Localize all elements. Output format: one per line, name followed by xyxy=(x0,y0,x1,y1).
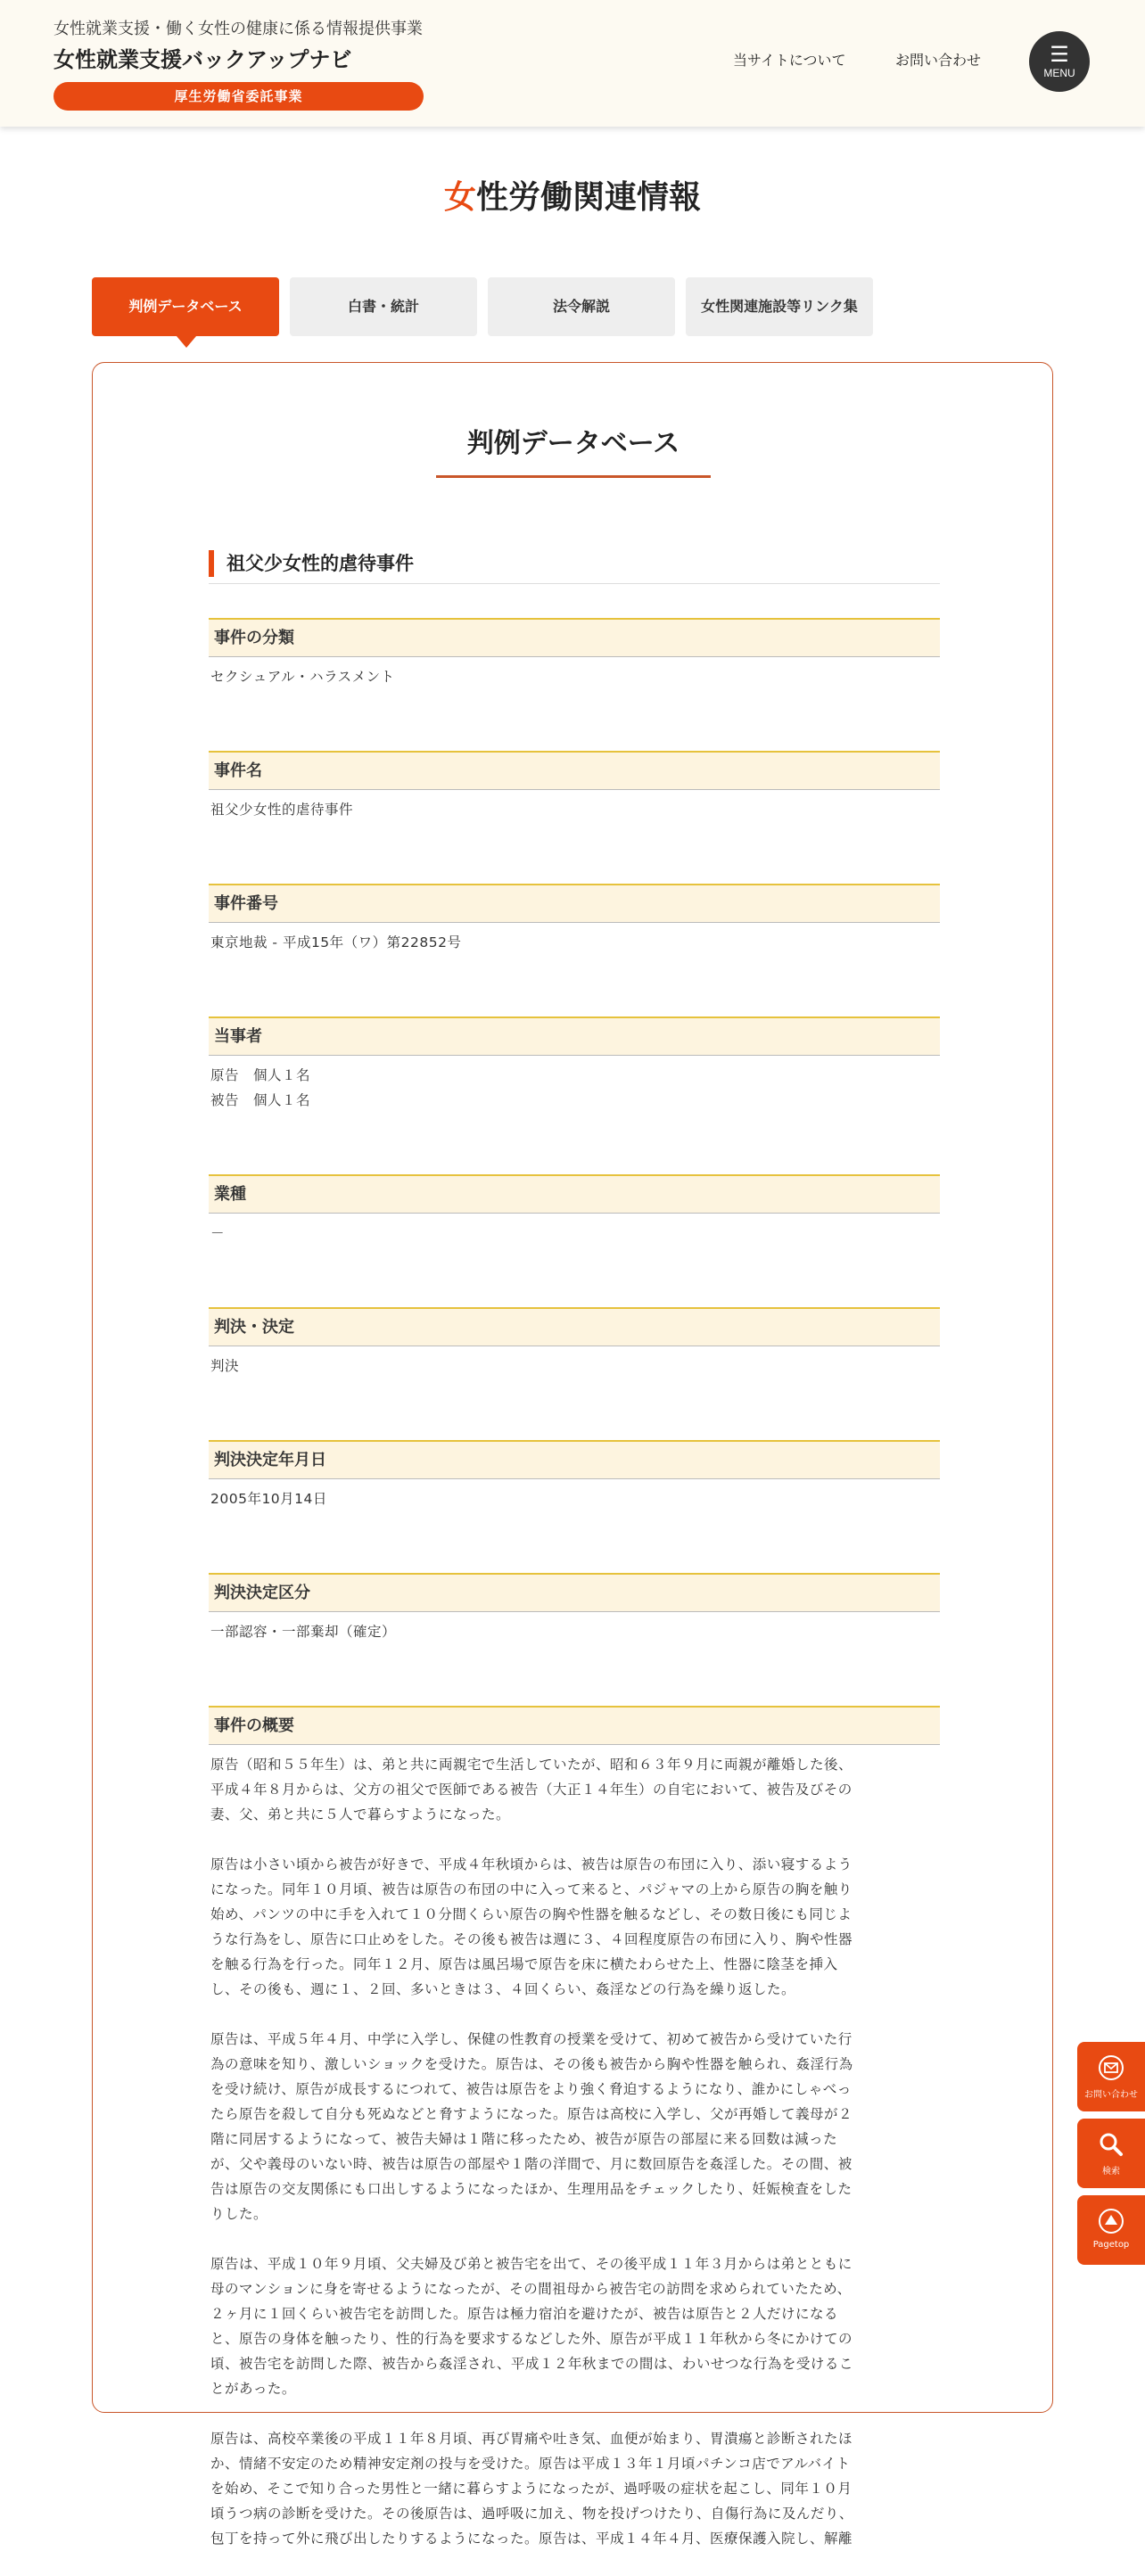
overview-line: になった。同年１０月頃、被告は原告の布団の中に入って来ると、パジャマの上から原告の胸を触り xyxy=(210,1881,853,1897)
tab-facility-links[interactable]: 女性関連施設等リンク集 xyxy=(686,277,873,336)
floating-contact-button[interactable] xyxy=(1077,2042,1145,2111)
overview-line: 為の意味を知り、激しいショックを受けた。原告は、その後も被告から胸や性器を触られ、姦淫行為 xyxy=(210,2056,853,2072)
field-label: 判決決定年月日 xyxy=(209,1440,940,1479)
case-heading-bar xyxy=(209,550,214,577)
floating-pagetop-label: Pagetop xyxy=(1092,2240,1130,2250)
section-title-underline xyxy=(436,475,711,478)
site-name[interactable]: 女性就業支援バックアップナビ xyxy=(54,47,352,72)
overview-line: 原告（昭和５５年生）は、弟と共に両親宅で生活していたが、昭和６３年９月に両親が離婚した後、 xyxy=(210,1757,853,1773)
hamburger-icon: ☰ xyxy=(1050,42,1069,67)
nav-about-link[interactable]: 当サイトについて xyxy=(733,52,846,69)
field-value xyxy=(209,1056,940,1113)
overview-body xyxy=(209,1745,940,2551)
overview-line: 階に同居するようになって、被告夫婦は１階に移ったため、被告が原告の部屋に来る回数は減った xyxy=(210,2131,838,2147)
field-label: 判決決定区分 xyxy=(209,1573,940,1612)
field-case-number xyxy=(209,884,940,955)
field-value: － xyxy=(210,1225,226,1241)
brand[interactable] xyxy=(54,18,424,111)
overview-line: たら原告を殺して自分も死ぬなどと脅すようになった。原告は高校に入学し、父が再婚して義母が２ xyxy=(210,2106,853,2122)
overview-line: か、情緒不安定のため精神安定剤の投与を受けた。原告は平成１３年１月頃パチンコ店でアルバイト xyxy=(210,2456,851,2472)
field-case-name xyxy=(209,751,940,822)
overview-line: 原告は小さい頃から被告が好きで、平成４年秋頃からは、被告は原告の布団に入り、添い寝するよう xyxy=(210,1856,853,1872)
overview-line: 原告は、平成１０年９月頃、父夫婦及び弟と被告宅を出て、その後平成１１年３月からは弟とともに xyxy=(210,2256,853,2272)
overview-line: 母のマンションに身を寄せるようになったが、その間祖母から被告宅の訪問を求められていたため、 xyxy=(210,2281,852,2297)
overview-line: を始め、そこで知り合った男性と一緒に暮らすようになったが、過呼吸の症状を起こし、同年１０月 xyxy=(210,2481,853,2497)
overview-line: りした。 xyxy=(210,2206,268,2222)
overview-line: 平成４年８月からは、父方の祖父で医師である被告（大正１４年生）の自宅において、被告及びその xyxy=(210,1782,853,1798)
field-judgment-date xyxy=(209,1440,940,1511)
case-heading xyxy=(209,550,940,584)
field-value: 東京地裁 - 平成15年（ワ）第22852号 xyxy=(210,934,462,951)
floating-pagetop-button[interactable] xyxy=(1077,2195,1145,2265)
overview-line: し、その後も、週に１、２回、多いときは３、４回くらい、姦淫などの行為を繰り返した。 xyxy=(210,1981,796,1997)
overview-line: うな行為をし、原告に口止めをした。その後も被告は週に３、４回程度原告の布団に入り、胸や性器 xyxy=(210,1931,853,1947)
brand-tagline: 女性就業支援・働く女性の健康に係る情報提供事業 xyxy=(54,20,423,38)
field-classification xyxy=(209,618,940,689)
page-title-rest: 性労働関連情報 xyxy=(476,179,702,216)
overview-line: が、父や義母のいない時、被告は原告の部屋や１階の洋間で、月に数回原告を姦淫した。その間、被 xyxy=(210,2156,853,2172)
field-label: 業種 xyxy=(209,1174,940,1214)
field-label: 事件の分類 xyxy=(209,618,940,657)
overview-line: 頃、被告宅を訪問した際、被告から姦淫され、平成１２年秋までの間は、わいせつな行為を受けるこ xyxy=(210,2356,853,2372)
overview-line: を受け続け、原告が成長するにつれて、被告は原告をより強く脅迫するようになり、誰かにしゃべっ xyxy=(210,2081,852,2097)
case-fields xyxy=(209,618,940,2576)
floating-search-button[interactable] xyxy=(1077,2119,1145,2188)
tab-case-database[interactable]: 判例データベース xyxy=(92,277,279,336)
field-industry xyxy=(209,1174,940,1246)
active-tab-indicator xyxy=(177,336,196,348)
field-label: 事件番号 xyxy=(209,884,940,923)
case-heading-text: 祖父少女性的虐待事件 xyxy=(227,553,414,574)
page-title xyxy=(0,173,1145,223)
menu-label: MENU xyxy=(1043,67,1075,79)
overview-line: とがあった。 xyxy=(210,2381,296,2397)
menu-button[interactable] xyxy=(1029,31,1090,92)
overview-line: 原告は、高校卒業後の平成１１年８月頃、再び胃痛や吐き気、血便が始まり、胃潰瘍と診断されたほ xyxy=(210,2431,853,2447)
overview-line: 原告は、平成５年４月、中学に入学し、保健の性教育の授業を受けて、初めて被告から受けていた行 xyxy=(210,2031,853,2047)
field-case-overview xyxy=(209,1706,940,2551)
overview-line: ２ヶ月に１回くらい被告宅を訪問した。原告は極力宿泊を避けたが、被告は原告と２人だけになる xyxy=(210,2306,839,2322)
field-judgment-category xyxy=(209,1573,940,1644)
pagetop-icon xyxy=(1098,2208,1124,2234)
field-value: 判決 xyxy=(210,1358,240,1374)
mail-icon xyxy=(1098,2054,1124,2081)
field-label: 事件の概要 xyxy=(209,1706,940,1745)
section-title: 判例データベース xyxy=(466,428,680,459)
field-value: セクシュアル・ハラスメント xyxy=(210,669,395,685)
floating-contact-label: お問い合わせ xyxy=(1084,2090,1138,2100)
field-label: 事件名 xyxy=(209,751,940,790)
overview-paragraph xyxy=(210,1752,940,1827)
field-value: 2005年10月14日 xyxy=(210,1491,327,1507)
overview-line: 頃うつ病の診断を受けた。その後原告は、過呼吸に加え、物を投げつけたり、自傷行為に及んだり、 xyxy=(210,2506,853,2522)
commission-badge: 厚生労働省委託事業 xyxy=(54,82,424,111)
nav-contact-link[interactable]: お問い合わせ xyxy=(895,52,982,69)
page-title-accent: 女 xyxy=(443,179,476,216)
overview-line: と、原告の身体を触ったり、性的行為を要求するなどした外、原告が平成１１年秋から冬にかけての xyxy=(210,2331,853,2347)
field-value: 一部認容・一部棄却（確定） xyxy=(210,1624,397,1640)
overview-line: 始め、パンツの中に手を入れて１０分間くらい原告の胸や性器を触るなどし、その数日後にも同じよ xyxy=(210,1906,853,1922)
floating-search-label: 検索 xyxy=(1102,2167,1120,2177)
overview-paragraph xyxy=(210,2426,940,2551)
party-defendant: 被告 個人１名 xyxy=(210,1092,311,1108)
overview-line: 告は原告の交友関係にも口出しするようになったほか、生理用品をチェックしたり、妊娠検査をした xyxy=(210,2181,853,2197)
site-header xyxy=(0,0,1145,127)
content-panel xyxy=(92,362,1053,2547)
field-label: 判決・決定 xyxy=(209,1307,940,1346)
field-parties xyxy=(209,1016,940,1113)
field-label: 当事者 xyxy=(209,1016,940,1056)
tab-white-papers[interactable]: 白書・統計 xyxy=(290,277,477,336)
search-icon xyxy=(1098,2131,1124,2158)
overview-paragraph xyxy=(210,1852,940,2002)
field-judgment-type xyxy=(209,1307,940,1379)
overview-line: を触る行為を行った。同年１２月、原告は風呂場で原告を床に横たわらせた上、性器に陰茎を挿入 xyxy=(210,1956,838,1972)
overview-paragraph xyxy=(210,2251,940,2401)
overview-paragraph xyxy=(210,2027,940,2226)
tab-law-commentary[interactable]: 法令解説 xyxy=(488,277,675,336)
overview-line: 妻、父、弟と共に５人で暮らすようになった。 xyxy=(210,1806,511,1823)
overview-line: 包丁を持って外に飛び出したりするようになった。原告は、平成１４年４月、医療保護入院し、解離 xyxy=(210,2531,853,2547)
party-plaintiff: 原告 個人１名 xyxy=(210,1067,311,1083)
field-value: 祖父少女性的虐待事件 xyxy=(210,802,354,818)
